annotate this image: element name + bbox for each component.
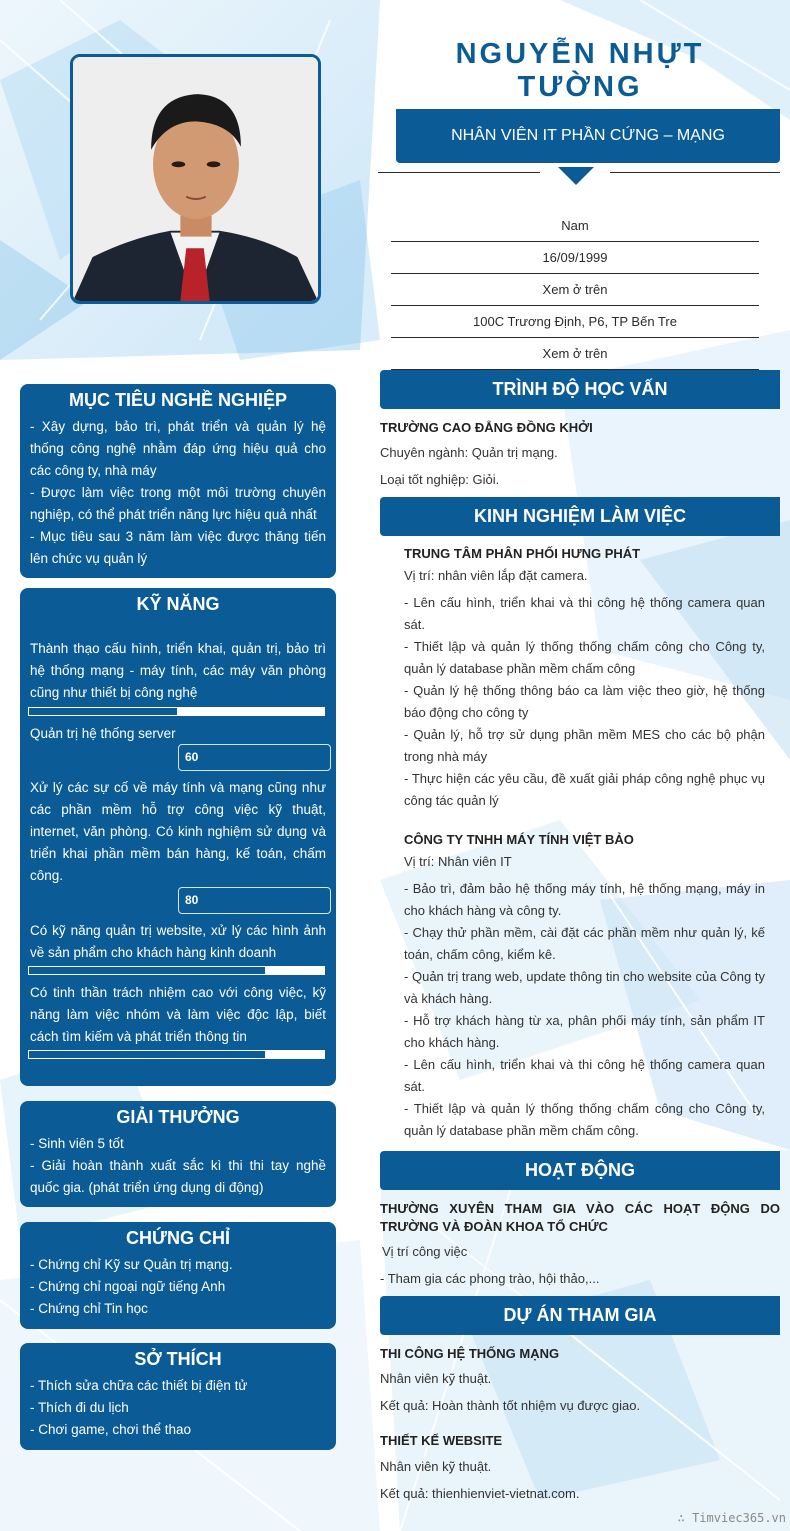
project-role: Nhân viên kỹ thuật. (380, 1371, 492, 1386)
name-line-2: TƯỜNG (517, 71, 643, 103)
hobby-line: - Chơi game, chơi thể thao (30, 1422, 192, 1437)
info-address: 100C Trương Định, P6, TP Bến Tre (391, 306, 759, 338)
education-major: Chuyên ngành: Quản trị mạng. (380, 445, 558, 460)
job-position: Vị trí: Nhân viên IT (404, 854, 512, 869)
hobby-line: - Thích sửa chữa các thiết bị điện tử (30, 1378, 248, 1393)
hobby-line: - Thích đi du lịch (30, 1400, 129, 1415)
skill-item: Có kỹ năng quản trị website, xử lý các hình ảnh về sản phẩm cho khách hàng kinh doanh (30, 923, 326, 960)
footer-link[interactable]: Timviec365.vn (692, 1511, 786, 1525)
skill-item: Có tinh thần trách nhiệm cao với công việc, kỹ năng làm việc nhóm và làm việc độc lập, biết cách tìm kiếm và phát triển thông tin (30, 985, 326, 1044)
job-duty: - Quản trị trang web, update thông tin cho website của Công ty và khách hàng. (404, 969, 765, 1006)
job-title-banner (396, 109, 780, 163)
job-duty: - Quản lý, hỗ trợ sử dụng phần mềm MES cho các bộ phận trong nhà máy (404, 727, 765, 764)
activities-heading-text: HOẠT ĐỘNG (525, 1160, 635, 1180)
project-name: THI CÔNG HỆ THỐNG MẠNG (380, 1346, 560, 1361)
projects-heading-text: DỰ ÁN THAM GIA (503, 1305, 657, 1325)
education-heading-text: TRÌNH ĐỘ HỌC VẤN (492, 379, 668, 399)
job-company: TRUNG TÂM PHÂN PHỐI HƯNG PHÁT (404, 546, 641, 561)
activity-title: THƯỜNG XUYÊN THAM GIA VÀO CÁC HOẠT ĐỘNG DO TRƯỜNG VÀ ĐOÀN KHOA TỔ CHỨC (380, 1201, 780, 1234)
skill-item: Xử lý các sự cố về máy tính và mạng cũng như các phần mềm hỗ trợ công việc kỹ thuật, internet, văn phòng. Có kinh nghiệm sử dụng và triển khai phần mềm bán hàng, kế toán, chấm công. (30, 780, 326, 883)
certificate-line: - Chứng chỉ Tin học (30, 1301, 148, 1316)
certificates-text (30, 1254, 326, 1320)
job-duty: - Thực hiện các yêu cầu, đề xuất giải pháp công nghệ phục vụ công tác quản lý (404, 771, 765, 808)
objective-line: - Xây dựng, bảo trì, phát triển và quản lý hệ thống công nghệ nhằm đáp ứng hiệu quả cho các công ty, nhà máy (30, 419, 326, 478)
certificates-heading: CHỨNG CHỈ (126, 1228, 230, 1248)
skills-card (20, 588, 336, 1086)
hobbies-card (20, 1343, 336, 1450)
objective-card (20, 384, 336, 578)
hobbies-text (30, 1375, 326, 1441)
job-duty: - Lên cấu hình, triển khai và thi công hệ thống camera quan sát. (404, 595, 765, 632)
hobbies-heading: SỞ THÍCH (134, 1349, 222, 1369)
job-duties (404, 878, 765, 1142)
activities-heading (380, 1151, 780, 1190)
skill-level-value: 80 (178, 887, 331, 914)
job-position: Vị trí: nhân viên lắp đặt camera. (404, 568, 588, 583)
project-role: Nhân viên kỹ thuật. (380, 1459, 492, 1474)
project-result: Kết quả: Hoàn thành tốt nhiệm vụ được giao. (380, 1398, 641, 1413)
experience-job-2 (404, 832, 765, 1142)
job-duty: - Quản lý hệ thống thông báo ca làm việc theo giờ, hệ thống báo động cho công ty (404, 683, 765, 720)
experience-heading (380, 497, 780, 536)
candidate-name (380, 38, 780, 104)
award-line: - Sinh viên 5 tốt (30, 1136, 124, 1151)
sparkle-icon: ∴ (677, 1511, 693, 1525)
job-duty: - Bảo trì, đảm bảo hệ thống máy tính, hệ thống mạng, máy in cho khách hàng và công ty. (404, 881, 765, 918)
info-phone: Xem ở trên (391, 274, 759, 306)
job-duties (404, 592, 765, 812)
avatar-illustration (73, 57, 318, 301)
activity-role: Vị trí công việc (382, 1244, 468, 1259)
arrow-down-icon (558, 167, 594, 185)
profile-photo (70, 54, 321, 304)
objective-heading: MỤC TIÊU NGHỀ NGHIỆP (68, 390, 287, 410)
awards-text (30, 1133, 326, 1199)
skill-item: Thành thạo cấu hình, triển khai, quản trị, bảo trì hệ thống mạng - máy tính, các máy văn phòng cũng như thiết bị công nghệ (30, 641, 326, 700)
info-gender: Nam (391, 210, 759, 242)
certificate-line: - Chứng chỉ Kỹ sư Quản trị mạng. (30, 1257, 233, 1272)
info-birthdate: 16/09/1999 (391, 242, 759, 274)
job-duty: - Thiết lập và quản lý thống thống chấm công cho Công ty, quản lý database phần mềm chấm công. (404, 1101, 765, 1138)
skill-level-bar (28, 1050, 325, 1059)
skill-level-fill (29, 708, 177, 715)
divider-left (378, 172, 540, 173)
skills-heading: KỸ NĂNG (136, 594, 220, 614)
skill-level-fill (29, 967, 265, 974)
experience-job-1 (404, 546, 765, 812)
objective-line: - Được làm việc trong một môi trường chuyên nghiệp, có thể phát triển năng lực hiệu quả nhất (30, 485, 326, 522)
job-duty: - Thiết lập và quản lý thống thống chấm công cho Công ty, quản lý database phần mềm chấm công (404, 639, 765, 676)
skill-level-bar (28, 966, 325, 975)
name-line-1: NGUYỄN NHỰT (455, 38, 705, 70)
award-line: - Giải hoàn thành xuất sắc kì thi thi tay nghề quốc gia. (phát triển ứng dụng di động) (30, 1158, 326, 1195)
education-school: TRƯỜNG CAO ĐẲNG ĐỒNG KHỞI (380, 420, 593, 435)
job-title: NHÂN VIÊN IT PHẦN CỨNG – MẠNG (451, 127, 725, 144)
objective-line: - Mục tiêu sau 3 năm làm việc được thăng tiến lên chức vụ quản lý (30, 529, 326, 566)
education-heading (380, 370, 780, 409)
footer-watermark[interactable] (678, 1511, 786, 1525)
projects-heading (380, 1296, 780, 1335)
skill-item: Quản trị hệ thống server (30, 726, 176, 741)
info-email: Xem ở trên (391, 338, 759, 370)
experience-heading-text: KINH NGHIỆM LÀM VIỆC (473, 506, 686, 526)
objective-text (30, 416, 326, 570)
skill-level-fill (29, 1051, 265, 1058)
education-grade: Loại tốt nghiệp: Giỏi. (380, 472, 500, 487)
skill-level-value: 60 (178, 744, 331, 771)
skill-level-bar (28, 707, 325, 716)
certificates-card (20, 1222, 336, 1329)
project-result: Kết quả: thienhienviet-vietnat.com. (380, 1486, 580, 1501)
awards-card (20, 1101, 336, 1207)
job-company: CÔNG TY TNHH MÁY TÍNH VIỆT BẢO (404, 832, 634, 847)
job-duty: - Lên cấu hình, triển khai và thi công hệ thống camera quan sát. (404, 1057, 765, 1094)
job-duty: - Chạy thử phần mềm, cài đặt các phần mềm như quản lý, kế toán, chấm công, kiểm kê. (404, 925, 765, 962)
divider-right (610, 172, 780, 173)
job-duty: - Hỗ trợ khách hàng từ xa, phân phối máy tính, sản phẩm IT cho khách hàng. (404, 1013, 765, 1050)
activity-description: - Tham gia các phong trào, hội thảo,... (380, 1271, 600, 1286)
project-name: THIẾT KẾ WEBSITE (380, 1433, 503, 1448)
awards-heading: GIẢI THƯỞNG (116, 1107, 240, 1127)
certificate-line: - Chứng chỉ ngoại ngữ tiếng Anh (30, 1279, 226, 1294)
